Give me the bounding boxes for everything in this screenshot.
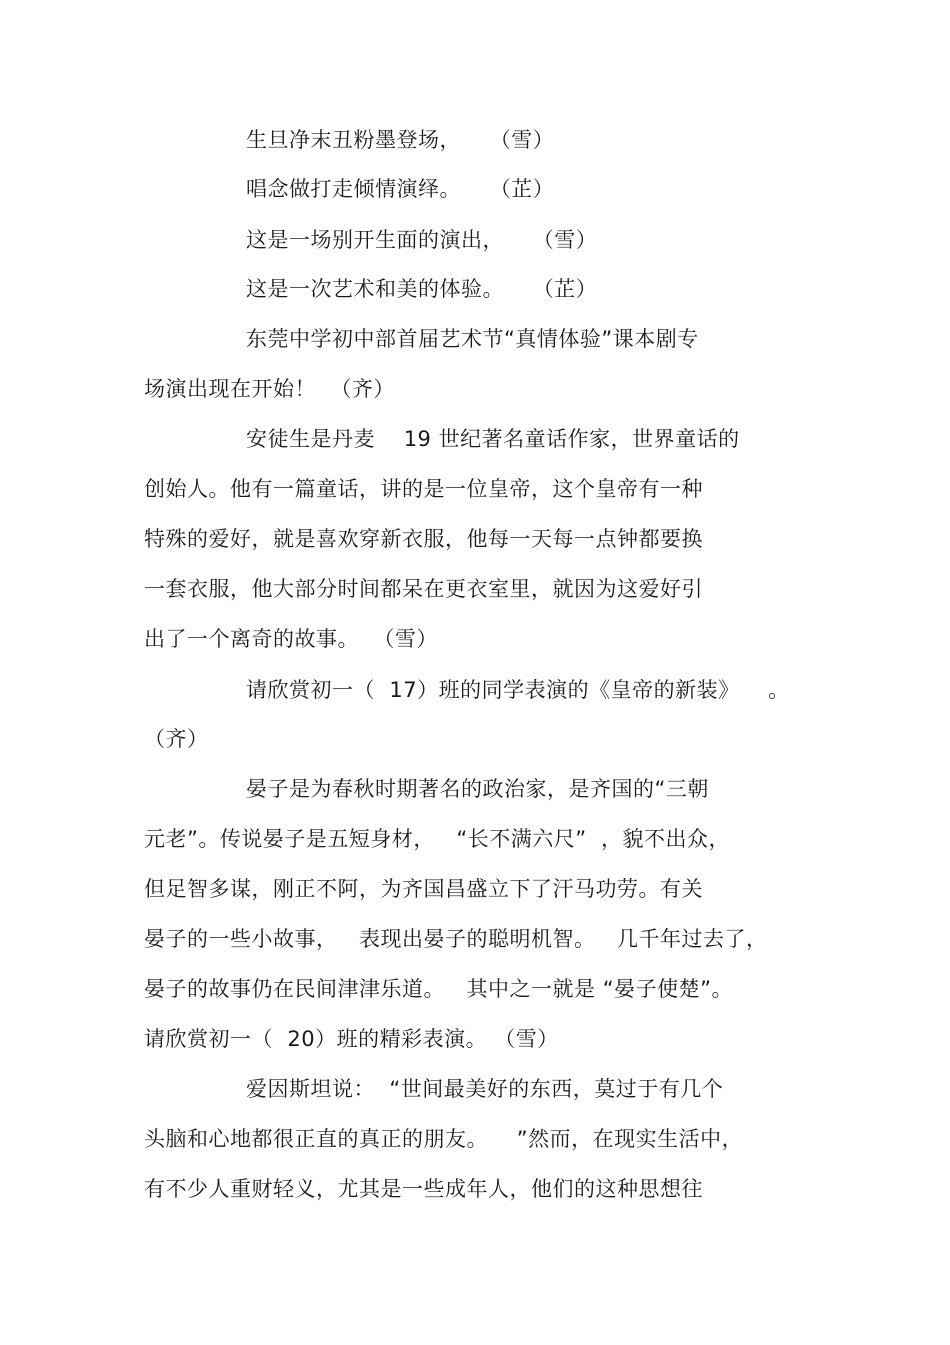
text-line: 有不少人重财轻义，尤其是一些成年人，他们的这种思想往 [144, 1177, 703, 1201]
text-line: 但足智多谋，刚正不阿，为齐国昌盛立下了汗马功劳。有关 [144, 877, 703, 901]
text-line: 安徒生是丹麦 19 世纪著名童话作家，世界童话的 [246, 427, 740, 451]
text-line: 晏子是为春秋时期著名的政治家，是齐国的“三朝 [246, 777, 709, 801]
text-line: 生旦净末丑粉墨登场， （雪） [246, 128, 555, 152]
text-line: 东莞中学初中部首届艺术节“真情体验”课本剧专 [246, 327, 699, 351]
text-line: 唱念做打走倾情演绎。 （芷） [246, 177, 555, 201]
text-line: 出了一个离奇的故事。 （雪） [144, 627, 438, 651]
text-line: 请欣赏初一（ 20）班的精彩表演。 （雪） [144, 1027, 559, 1051]
text-line: 头脑和心地都很正直的真正的朋友。 ”然而，在现实生活中， [144, 1127, 744, 1151]
text-line: 晏子的一些小故事， 表现出晏子的聪明机智。 几千年过去了， [144, 927, 768, 951]
text-line: 这是一场别开生面的演出， （雪） [246, 228, 598, 252]
text-line: 特殊的爱好，就是喜欢穿新衣服，他每一天每一点钟都要换 [144, 527, 703, 551]
text-line: 元老”。传说晏子是五短身材， “长不满六尺” ，貌不出众， [144, 827, 731, 851]
text-line: 爱因斯坦说： “世间最美好的东西，莫过于有几个 [246, 1077, 724, 1101]
text-line: （齐） [144, 727, 209, 751]
text-line: 晏子的故事仍在民间津津乐道。 其中之一就是 “晏子使楚”。 [144, 977, 733, 1001]
text-line: 这是一次艺术和美的体验。 （芷） [246, 277, 598, 301]
text-line: 场演出现在开始！ （齐） [144, 377, 395, 401]
text-line: 创始人。他有一篇童话，讲的是一位皇帝，这个皇帝有一种 [144, 477, 703, 501]
text-line: 请欣赏初一（ 17）班的同学表演的《皇帝的新装》 。 [246, 678, 790, 702]
text-line: 一套衣服，他大部分时间都呆在更衣室里，就因为这爱好引 [144, 577, 703, 601]
